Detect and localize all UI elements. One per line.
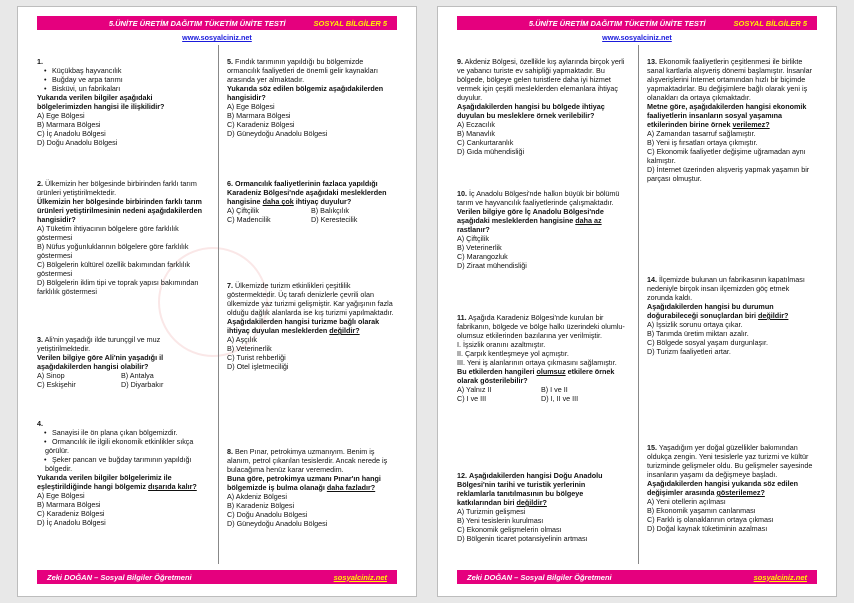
question-intro: Akdeniz Bölgesi, özellikle kış aylarında birçok yerli ve yabancı turiste ev sahipliği yapmaktadır. Bu bölgede, bölgeye gelen turistlere daha iyi hizmet vermek için çeşitli mesleklerden elemanlara ihtiyaç duyulur. xyxy=(457,57,625,102)
question-4 xyxy=(37,419,205,527)
option-a[interactable]: A) İşsizlik sorunu ortaya çıkar. xyxy=(647,320,743,329)
question-7 xyxy=(227,281,395,371)
option-a[interactable]: A) Çiftçilik xyxy=(227,206,259,215)
footer-link[interactable]: sosyalciniz.net xyxy=(333,572,387,582)
question-3 xyxy=(37,335,205,389)
option-c[interactable]: C) İç Anadolu Bölgesi xyxy=(37,129,106,138)
question-stem: Yukarıda verilen bilgiler aşağıdaki bölgelerimizden hangisi ile ilişkilidir? xyxy=(37,93,165,111)
option-d[interactable]: D) Ziraat mühendisliği xyxy=(457,261,527,270)
question-number: 13. xyxy=(647,57,657,66)
option-c[interactable]: C) Madencilik xyxy=(227,215,271,224)
option-c[interactable]: C) Marangozluk xyxy=(457,252,508,261)
option-c[interactable]: C) Karadeniz Bölgesi xyxy=(227,120,295,129)
option-d[interactable]: D) İnternet üzerinden alışveriş yapmak yaşamın bir parçası olmuştur. xyxy=(647,165,810,183)
question-6 xyxy=(227,179,395,224)
option-c[interactable]: C) Eskişehir xyxy=(37,380,76,389)
question-stem: Aşağıdakilerden hangisi bu bölgede ihtiyaç duyulan bu mesleklere örnek verilebilir? xyxy=(457,102,605,120)
list-item: • Bisküvi, un fabrikaları xyxy=(45,84,205,93)
question-13 xyxy=(647,57,815,183)
question-intro: Yaşadığım yer doğal güzellikler bakımından oldukça zengin. Yeni tesislerle yaz turizmi ve kültür turizminde gelişmeler oldu. Bu gelişmeler sayesinde insanların yaşamı da değişmeye başladı. xyxy=(647,443,813,479)
footer-link[interactable]: sosyalciniz.net xyxy=(753,572,807,582)
option-d[interactable]: D) Bölgelerin iklim tipi ve toprak yapısı bakımından farklılık göstermesi xyxy=(37,278,199,296)
option-b[interactable]: B) Nüfus yoğunluklarının bölgelere göre farklılık göstermesi xyxy=(37,242,189,260)
option-c[interactable]: C) Cankurtaranlık xyxy=(457,138,514,147)
option-c[interactable]: C) Doğu Anadolu Bölgesi xyxy=(227,510,308,519)
site-link[interactable]: www.sosyalciniz.net xyxy=(602,33,672,42)
statement-1: I. İşsizlik oranını azaltmıştır. xyxy=(457,340,546,349)
list-item: • Buğday ve arpa tarımı xyxy=(45,75,205,84)
question-number: 14. xyxy=(647,275,657,284)
question-8 xyxy=(227,447,395,528)
option-d[interactable]: D) Gıda mühendisliği xyxy=(457,147,525,156)
footer-author: Zeki DOĞAN – Sosyal Bilgiler Öğretmeni xyxy=(467,572,612,582)
option-c[interactable]: C) Ekonomik gelişmelerin olması xyxy=(457,525,562,534)
bullet-list xyxy=(45,428,205,473)
question-stem: Aşağıdakilerden hangisi bu durumun doğurabileceği sonuçlardan biri xyxy=(647,302,774,320)
option-a[interactable]: A) Tüketim ihtiyacının bölgelere göre farklılık göstermesi xyxy=(37,224,179,242)
option-b[interactable]: B) Marmara Bölgesi xyxy=(37,120,101,129)
option-b[interactable]: B) Veterinerlik xyxy=(227,344,272,353)
statement-2: II. Çarpık kentleşmeye yol açmıştır. xyxy=(457,349,569,358)
page-right xyxy=(437,6,837,597)
site-link[interactable]: www.sosyalciniz.net xyxy=(182,33,252,42)
page-footer xyxy=(457,570,817,584)
option-c[interactable]: C) Karadeniz Bölgesi xyxy=(37,509,105,518)
question-number: 12. xyxy=(457,471,467,480)
question-stem-end: ihtiyaç duyulur? xyxy=(295,197,352,206)
question-stem: Yukarıda söz edilen bölgemiz aşağıdakilerden hangisidir? xyxy=(227,84,384,102)
option-d[interactable]: D) Bölgenin ticaret potansiyelinin artması xyxy=(457,534,588,543)
option-a[interactable]: A) Aşçılık xyxy=(227,335,257,344)
question-stem-emphasis: değildir? xyxy=(516,498,547,507)
question-stem-emphasis: daha çok xyxy=(262,197,294,206)
option-a[interactable]: A) Sinop xyxy=(37,371,65,380)
question-12 xyxy=(457,471,625,543)
question-number: 10. xyxy=(457,189,467,198)
question-2 xyxy=(37,179,205,296)
list-item: • Küçükbaş hayvancılık xyxy=(45,66,205,75)
option-d[interactable]: D) Doğu Anadolu Bölgesi xyxy=(37,138,118,147)
option-c[interactable]: C) Bölgede sosyal yaşam durgunlaşır. xyxy=(647,338,769,347)
question-stem-emphasis: verilemez? xyxy=(732,120,770,129)
question-number: 3. xyxy=(37,335,43,344)
question-stem-emphasis: dışarıda kalır? xyxy=(148,482,197,491)
header-title: 5.ÜNİTE ÜRETİM DAĞITIM TÜKETİM ÜNİTE TESTİ xyxy=(108,18,286,28)
page-footer xyxy=(37,570,397,584)
list-item: • Sanayisi ile ön plana çıkan bölgemizdir. xyxy=(45,428,205,437)
question-stem: Aşağıdakilerden hangisi turizme bağlı olarak ihtiyaç duyulan mesleklerden xyxy=(227,317,380,335)
question-intro: Aşağıda Karadeniz Bölgesi'nde kurulan bir fabrikanın, bölgede ve bölge halkı üzerindeki olumlu-olumsuz etkilerinden bazılarına yer verilmiştir. xyxy=(457,313,625,340)
question-number: 4. xyxy=(37,419,43,428)
header-title: 5.ÜNİTE ÜRETİM DAĞITIM TÜKETİM ÜNİTE TESTİ xyxy=(528,18,706,28)
page-header xyxy=(37,16,397,30)
list-item: • Şeker pancarı ve buğday tarımının yapıldığı bölgedir. xyxy=(45,455,205,473)
question-11 xyxy=(457,313,625,403)
question-stem-end: rastlanır? xyxy=(457,225,490,234)
column-divider xyxy=(638,45,639,564)
question-stem-emphasis: olumsuz xyxy=(536,367,566,376)
column-divider xyxy=(218,45,219,564)
option-d[interactable]: D) Otel işletmeciliği xyxy=(227,362,289,371)
question-stem-emphasis: daha az xyxy=(575,216,602,225)
option-d[interactable]: D) Doğal kaynak tüketiminin azalması xyxy=(647,524,768,533)
question-number: 11. xyxy=(457,313,467,322)
question-15 xyxy=(647,443,815,533)
question-intro: Ülkemizde turizm etkinlikleri çeşitlilik göstermektedir. Üç tarafı denizlerle çevrili olan ülkemizde yaz turizmi gelişmiştir. Kar yağışının fazla olduğu dağlık alanlarda ise kış turizmi yapılmaktadır. xyxy=(227,281,394,317)
page-header xyxy=(457,16,817,30)
option-d[interactable]: D) Turizm faaliyetleri artar. xyxy=(647,347,731,356)
question-intro: Ülkemizin her bölgesinde birbirinden farklı tarım ürünleri yetiştirilmektedir. xyxy=(37,179,197,197)
option-b[interactable]: B) Antalya xyxy=(121,371,154,380)
question-number: 2. xyxy=(37,179,43,188)
option-a[interactable]: A) Yeni otellerin açılması xyxy=(647,497,726,506)
question-number: 5. xyxy=(227,57,233,66)
list-item: • Ormancılık ile ilgili ekonomik etkinlikler sıkça görülür. xyxy=(45,437,205,455)
option-b[interactable]: B) Yeni iş fırsatları ortaya çıkmıştır. xyxy=(647,138,758,147)
option-a[interactable]: A) Akdeniz Bölgesi xyxy=(227,492,287,501)
option-d[interactable]: D) İç Anadolu Bölgesi xyxy=(37,518,106,527)
question-1 xyxy=(37,57,205,147)
option-b[interactable]: B) Manavlık xyxy=(457,129,495,138)
question-stem: Verilen bilgiye göre İç Anadolu Bölgesi'nde aşağıdaki mesleklerden hangisine xyxy=(457,207,604,225)
option-b[interactable]: B) Karadeniz Bölgesi xyxy=(227,501,295,510)
question-number: 7. xyxy=(227,281,233,290)
option-a[interactable]: A) Ege Bölgesi xyxy=(37,491,85,500)
question-number: 9. xyxy=(457,57,463,66)
question-intro: Ali'nin yaşadığı ilde turunçgil ve muz yetiştirilmektedir. xyxy=(37,335,161,353)
question-number: 15. xyxy=(647,443,657,452)
question-intro: Fındık tarımının yapıldığı bu bölgemizde ormancılık faaliyetleri de önemli gelir kaynakları arasında yer almaktadır. xyxy=(227,57,379,84)
option-c[interactable]: C) I ve III xyxy=(457,394,487,403)
question-number: 1. xyxy=(37,57,43,66)
question-stem-end: etkilere örnek olarak gösterilebilir? xyxy=(457,367,615,385)
question-9 xyxy=(457,57,625,156)
header-subject: SOSYAL BİLGİLER 5 xyxy=(313,18,387,28)
question-14 xyxy=(647,275,815,356)
question-5 xyxy=(227,57,395,138)
option-d[interactable]: D) Güneydoğu Anadolu Bölgesi xyxy=(227,129,328,138)
option-a[interactable]: A) Ege Bölgesi xyxy=(37,111,85,120)
option-b[interactable]: B) Ekonomik yaşamın canlanması xyxy=(647,506,756,515)
option-a[interactable]: A) Zamandan tasarruf sağlamıştır. xyxy=(647,129,756,138)
question-stem: Ülkemizin her bölgesinde birbirinden farklı tarım ürünleri yetiştirilmesinin nedeni aşağıdakilerden hangisidir? xyxy=(37,197,202,224)
option-c[interactable]: C) Farklı iş olanaklarının ortaya çıkması xyxy=(647,515,774,524)
option-b[interactable]: B) Marmara Bölgesi xyxy=(227,111,291,120)
question-stem: Yukarıda verilen bilgiler bölgelerimiz ile eşleştirildiğinde hangi bölgemiz xyxy=(37,473,172,491)
question-stem: Metne göre, aşağıdakilerden hangisi ekonomik faaliyetlerin insanların sosyal yaşamına etkilerinden birine örnek xyxy=(647,102,807,129)
option-b[interactable]: B) Balıkçılık xyxy=(311,206,349,215)
option-a[interactable]: A) Çiftçilik xyxy=(457,234,489,243)
question-stem-emphasis: gösterilemez? xyxy=(716,488,765,497)
statement-3: III. Yeni iş alanlarının ortaya çıkmasını sağlamıştır. xyxy=(457,358,617,367)
question-intro: Ekonomik faaliyetlerin çeşitlenmesi ile birlikte sanal kartlarla alışveriş dönemi başlamıştır. İnsanlar alışverişlerini İnternet ortamından hızlı bir biçimde yapmaktadırlar. Bu değişimlere bağlı olarak yeni iş olanakları da ortaya çıkmaktadır. xyxy=(647,57,812,102)
question-stem: Verilen bilgiye göre Ali'nin yaşadığı il aşağıdakilerden hangisi olabilir? xyxy=(37,353,164,371)
question-intro: İlçemizde bulunan un fabrikasının kapatılması nedeniyle birçok insan ilçemizden göç etmek zorunda kaldı. xyxy=(647,275,805,302)
question-stem-emphasis: daha fazladır? xyxy=(326,483,376,492)
question-intro: Ben Pınar, petrokimya uzmanıyım. Benim iş alanım, petrol çıkarılan tesislerdir. Ancak nerede iş bulacağıma henüz karar veremedim. xyxy=(227,447,388,474)
header-subject: SOSYAL BİLGİLER 5 xyxy=(733,18,807,28)
option-c[interactable]: C) Turist rehberliği xyxy=(227,353,286,362)
question-stem: Aşağıdakilerden hangisi yukarıda söz edilen değişimler arasında xyxy=(647,479,798,497)
question-stem-emphasis: değildir? xyxy=(758,311,789,320)
option-d[interactable]: D) Diyarbakır xyxy=(121,380,164,389)
option-b[interactable]: B) Veterinerlik xyxy=(457,243,502,252)
option-c[interactable]: C) Bölgelerin kültürel özellik bakımından farklılık göstermesi xyxy=(37,260,190,278)
option-a[interactable]: A) Ege Bölgesi xyxy=(227,102,275,111)
option-b[interactable]: B) Tarımda üretim miktarı azalır. xyxy=(647,329,749,338)
option-b[interactable]: B) Marmara Bölgesi xyxy=(37,500,101,509)
option-d[interactable]: D) Kerestecilik xyxy=(311,215,358,224)
option-a[interactable]: A) Turizmin gelişmesi xyxy=(457,507,526,516)
question-stem: Bu etkilerden hangileri xyxy=(457,367,535,376)
question-10 xyxy=(457,189,625,270)
option-a[interactable]: A) Eczacılık xyxy=(457,120,495,129)
option-a[interactable]: A) Yalnız II xyxy=(457,385,492,394)
page-left xyxy=(17,6,417,597)
option-d[interactable]: D) I, II ve III xyxy=(541,394,579,403)
question-number: 6. xyxy=(227,179,233,188)
option-d[interactable]: D) Güneydoğu Anadolu Bölgesi xyxy=(227,519,328,528)
option-b[interactable]: B) I ve II xyxy=(541,385,568,394)
bullet-list xyxy=(45,66,205,93)
question-stem: Buna göre, petrokimya uzmanı Pınar'ın hangi bölgemizde iş bulma olanağı xyxy=(227,474,381,492)
question-number: 8. xyxy=(227,447,233,456)
question-stem: Aşağıdakilerden hangisi Doğu Anadolu Bölgesi'nin tarihi ve turistik yerlerinin reklamlarla tanıtılmasının bu bölgeye katkılarından biri xyxy=(457,471,603,507)
question-stem: Ormancılık faaliyetlerinin fazlaca yapıldığı Karadeniz Bölgesi'nde aşağıdaki mesleklerden hangisine xyxy=(227,179,387,206)
question-stem-emphasis: değildir? xyxy=(329,326,360,335)
question-intro: İç Anadolu Bölgesi'nde halkın büyük bir bölümü tarım ve hayvancılık faaliyetlerinde çalışmaktadır. xyxy=(457,189,620,207)
footer-author: Zeki DOĞAN – Sosyal Bilgiler Öğretmeni xyxy=(47,572,192,582)
option-c[interactable]: C) Ekonomik faaliyetler değişime uğramadan aynı kalmıştır. xyxy=(647,147,806,165)
option-b[interactable]: B) Yeni tesislerin kurulması xyxy=(457,516,544,525)
